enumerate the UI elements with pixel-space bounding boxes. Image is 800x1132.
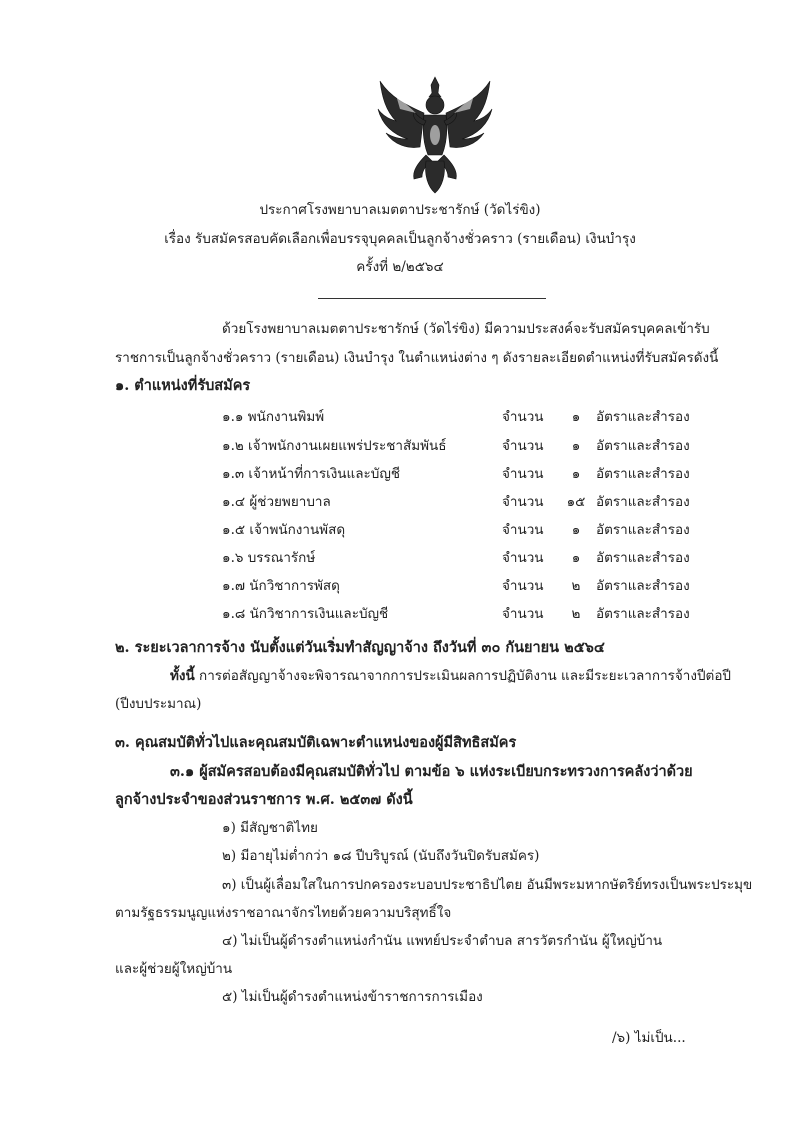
position-note: อัตราและสำรอง xyxy=(596,494,690,510)
position-name: ๑.๔ ผู้ช่วยพยาบาล xyxy=(222,494,331,510)
position-note: อัตราและสำรอง xyxy=(596,550,690,566)
position-note: อัตราและสำรอง xyxy=(596,522,690,538)
position-note: อัตราและสำรอง xyxy=(596,578,690,594)
position-name: ๑.๘ นักวิชาการเงินและบัญชี xyxy=(222,606,389,622)
position-name: ๑.๖ บรรณารักษ์ xyxy=(222,550,316,566)
section-2-note-line-2: (ปีงบประมาณ) xyxy=(115,696,202,712)
position-count: ๒ xyxy=(571,606,581,622)
position-count-label: จำนวน xyxy=(502,466,544,482)
qualification-item-5: ๕) ไม่เป็นผู้ดำรงตำแหน่งข้าราชการการเมือง xyxy=(222,989,483,1005)
position-count-label: จำนวน xyxy=(502,438,544,454)
position-note: อัตราและสำรอง xyxy=(596,606,690,622)
qualification-item-4-cont: และผู้ช่วยผู้ใหญ่บ้าน xyxy=(115,961,233,977)
intro-line-1: ด้วยโรงพยาบาลเมตตาประชารักษ์ (วัดไร่ขิง) มีความประสงค์จะรับสมัครบุคคลเข้ารับ xyxy=(222,321,710,337)
position-name: ๑.๒ เจ้าพนักงานเผยแพร่ประชาสัมพันธ์ xyxy=(222,438,447,454)
position-count: ๑ xyxy=(571,550,581,566)
section-3-1-line-2: ลูกจ้างประจำของส่วนราชการ พ.ศ. ๒๕๓๗ ดังนี้ xyxy=(115,791,413,808)
intro-line-2: ราชการเป็นลูกจ้างชั่วคราว (รายเดือน) เงินบำรุง ในตำแหน่งต่าง ๆ ดังรายละเอียดตำแหน่งที่รับสมัครดังนี้ xyxy=(115,350,719,366)
position-note: อัตราและสำรอง xyxy=(596,466,690,482)
position-name: ๑.๕ เจ้าพนักงานพัสดุ xyxy=(222,522,346,538)
position-count-label: จำนวน xyxy=(502,550,544,566)
position-count-label: จำนวน xyxy=(502,578,544,594)
position-count-label: จำนวน xyxy=(502,522,544,538)
position-count: ๑ xyxy=(571,438,581,454)
position-name: ๑.๗ นักวิชาการพัสดุ xyxy=(222,578,340,594)
position-count: ๑ xyxy=(571,466,581,482)
position-count: ๑๕ xyxy=(566,494,586,510)
position-note: อัตราและสำรอง xyxy=(596,409,690,425)
position-count-label: จำนวน xyxy=(502,606,544,622)
qualification-item-2: ๒) มีอายุไม่ต่ำกว่า ๑๘ ปีบริบูรณ์ (นับถึงวันปิดรับสมัคร) xyxy=(222,848,540,864)
qualification-item-1: ๑) มีสัญชาติไทย xyxy=(222,820,318,836)
announcement-title: ประกาศโรงพยาบาลเมตตาประชารักษ์ (วัดไร่ขิง) xyxy=(259,202,541,218)
position-note: อัตราและสำรอง xyxy=(596,438,690,454)
qualification-item-3: ๓) เป็นผู้เลื่อมใสในการปกครองระบอบประชาธิปไตย อันมีพระมหากษัตริย์ทรงเป็นพระประมุข xyxy=(222,877,753,893)
position-name: ๑.๓ เจ้าหน้าที่การเงินและบัญชี xyxy=(222,466,400,482)
section-1-heading: ๑. ตำแหน่งที่รับสมัคร xyxy=(115,377,251,394)
section-2-heading: ๒. ระยะเวลาการจ้าง นับตั้งแต่วันเริ่มทำสัญญาจ้าง ถึงวันที่ ๓๐ กันยายน ๒๕๖๔ xyxy=(115,639,605,656)
position-name: ๑.๑ พนักงานพิมพ์ xyxy=(222,409,325,425)
section-2-note-emphasis: ทั้งนี้ xyxy=(170,668,195,684)
position-count-label: จำนวน xyxy=(502,494,544,510)
section-2-note xyxy=(170,666,731,686)
section-3-1-line-1: ๓.๑ ผู้สมัครสอบต้องมีคุณสมบัติทั่วไป ตามข้อ ๖ แห่งระเบียบกระทรวงการคลังว่าด้วย xyxy=(170,763,693,780)
position-count: ๑ xyxy=(571,522,581,538)
qualification-item-4: ๔) ไม่เป็นผู้ดำรงตำแหน่งกำนัน แพทย์ประจำตำบล สารวัตรกำนัน ผู้ใหญ่บ้าน xyxy=(222,933,663,949)
garuda-emblem-icon xyxy=(376,75,494,195)
position-count: ๑ xyxy=(571,409,581,425)
announcement-subject: เรื่อง รับสมัครสอบคัดเลือกเพื่อบรรจุบุคคลเป็นลูกจ้างชั่วคราว (รายเดือน) เงินบำรุง xyxy=(164,231,636,247)
header-divider xyxy=(318,298,546,299)
announcement-round: ครั้งที่ ๒/๒๕๖๔ xyxy=(356,259,444,275)
continued-marker: /๖) ไม่เป็น... xyxy=(612,1030,686,1046)
section-3-heading: ๓. คุณสมบัติทั่วไปและคุณสมบัติเฉพาะตำแหน่งของผู้มีสิทธิสมัคร xyxy=(115,734,517,751)
position-count-label: จำนวน xyxy=(502,409,544,425)
section-2-note-text: การต่อสัญญาจ้างจะพิจารณาจากการประเมินผลการปฏิบัติงาน และมีระยะเวลาการจ้างปีต่อปี xyxy=(194,668,731,684)
position-count: ๒ xyxy=(571,578,581,594)
qualification-item-3-cont: ตามรัฐธรรมนูญแห่งราชอาณาจักรไทยด้วยความบริสุทธิ์ใจ xyxy=(115,905,452,921)
